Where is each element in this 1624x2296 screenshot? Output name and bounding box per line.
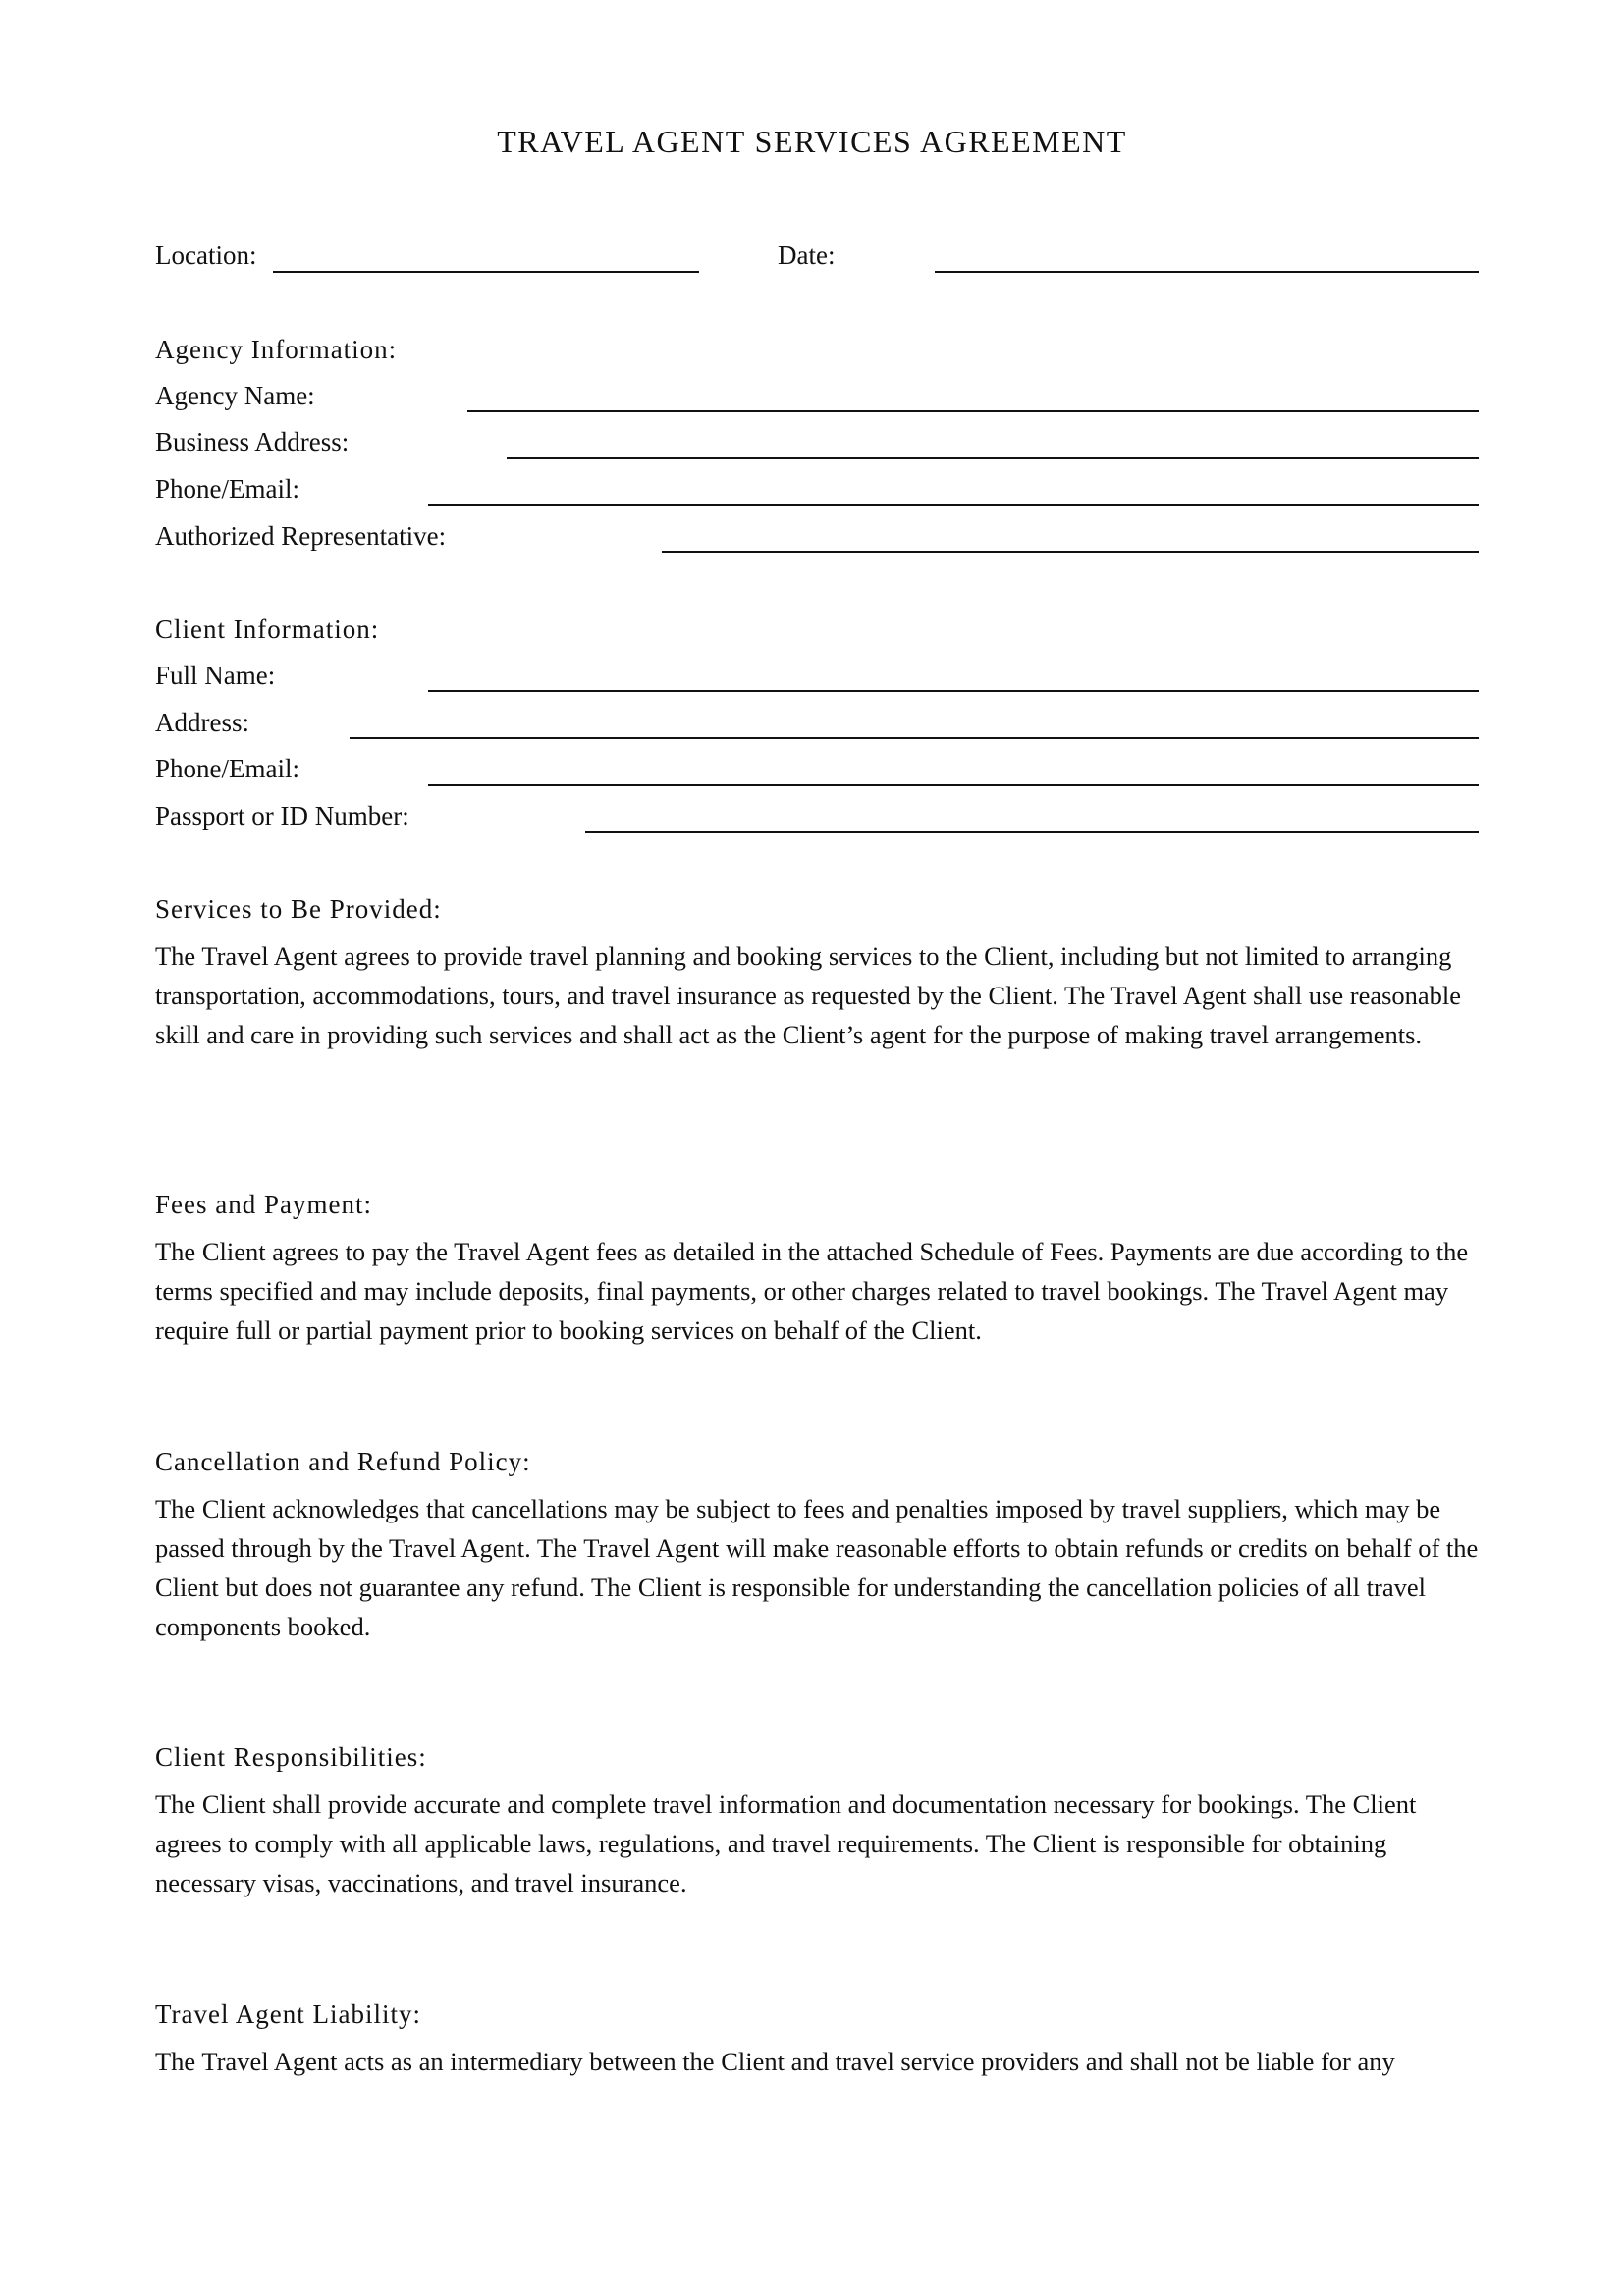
date-field[interactable] [935, 271, 1479, 273]
business-address-field[interactable] [507, 457, 1479, 459]
client-name-field[interactable] [428, 690, 1479, 692]
location-field[interactable] [273, 271, 699, 273]
location-label: Location: [155, 240, 257, 270]
client-address-field[interactable] [350, 737, 1479, 739]
client-info-heading: Client Information: [155, 614, 380, 644]
liability-heading: Travel Agent Liability: [155, 2000, 421, 2029]
client-address-label: Address: [155, 708, 249, 737]
agency-info-heading: Agency Information: [155, 335, 398, 364]
passport-id-field[interactable] [585, 831, 1479, 833]
services-heading: Services to Be Provided: [155, 894, 442, 924]
authorized-rep-label: Authorized Representative: [155, 521, 447, 551]
client-contact-field[interactable] [428, 784, 1479, 786]
responsibilities-body: The Client shall provide accurate and complete travel information and documentation necessary for bookings. The Client agrees to comply with all applicable laws, regulations, and travel requirements. The Client is responsible for obtaining necessary visas, vaccinations, and travel insurance. [155, 1789, 1417, 1897]
responsibilities-heading: Client Responsibilities: [155, 1742, 427, 1772]
fees-heading: Fees and Payment: [155, 1190, 372, 1219]
document-title: TRAVEL AGENT SERVICES AGREEMENT [497, 124, 1127, 159]
cancellation-heading: Cancellation and Refund Policy: [155, 1447, 531, 1476]
business-address-label: Business Address: [155, 427, 350, 456]
date-label: Date: [778, 240, 836, 270]
client-contact-label: Phone/Email: [155, 754, 299, 783]
agency-name-field[interactable] [467, 410, 1479, 412]
agency-name-label: Agency Name: [155, 381, 315, 410]
services-body: The Travel Agent agrees to provide travel planning and booking services to the Client, including but not limited to arranging transportation, accommodations, tours, and travel insurance as requested by the Client. The Travel Agent shall use reasonable skill and care in providing such services and shall act as the Client’s agent for the purpose of making travel arrangements. [155, 941, 1462, 1049]
cancellation-body: The Client acknowledges that cancellations may be subject to fees and penalties imposed by travel suppliers, which may be passed through by the Travel Agent. The Travel Agent will make reasonable efforts to obtain refunds or credits on behalf of the Client but does not guarantee any refund. The Client is responsible for understanding the cancellation policies of all travel components booked. [155, 1494, 1479, 1641]
authorized-rep-field[interactable] [662, 551, 1479, 553]
fees-body: The Client agrees to pay the Travel Agent fees as detailed in the attached Schedule of Fees. Payments are due according to the terms specified and may include deposits, final payments, or other charges related to travel bookings. The Travel Agent may require full or partial payment prior to booking services on behalf of the Client. [155, 1237, 1469, 1345]
agency-contact-label: Phone/Email: [155, 474, 299, 504]
passport-id-label: Passport or ID Number: [155, 801, 409, 830]
client-name-label: Full Name: [155, 661, 276, 690]
agency-contact-field[interactable] [428, 504, 1479, 506]
liability-body: The Travel Agent acts as an intermediary between the Client and travel service providers and shall not be liable for any [155, 2047, 1395, 2076]
